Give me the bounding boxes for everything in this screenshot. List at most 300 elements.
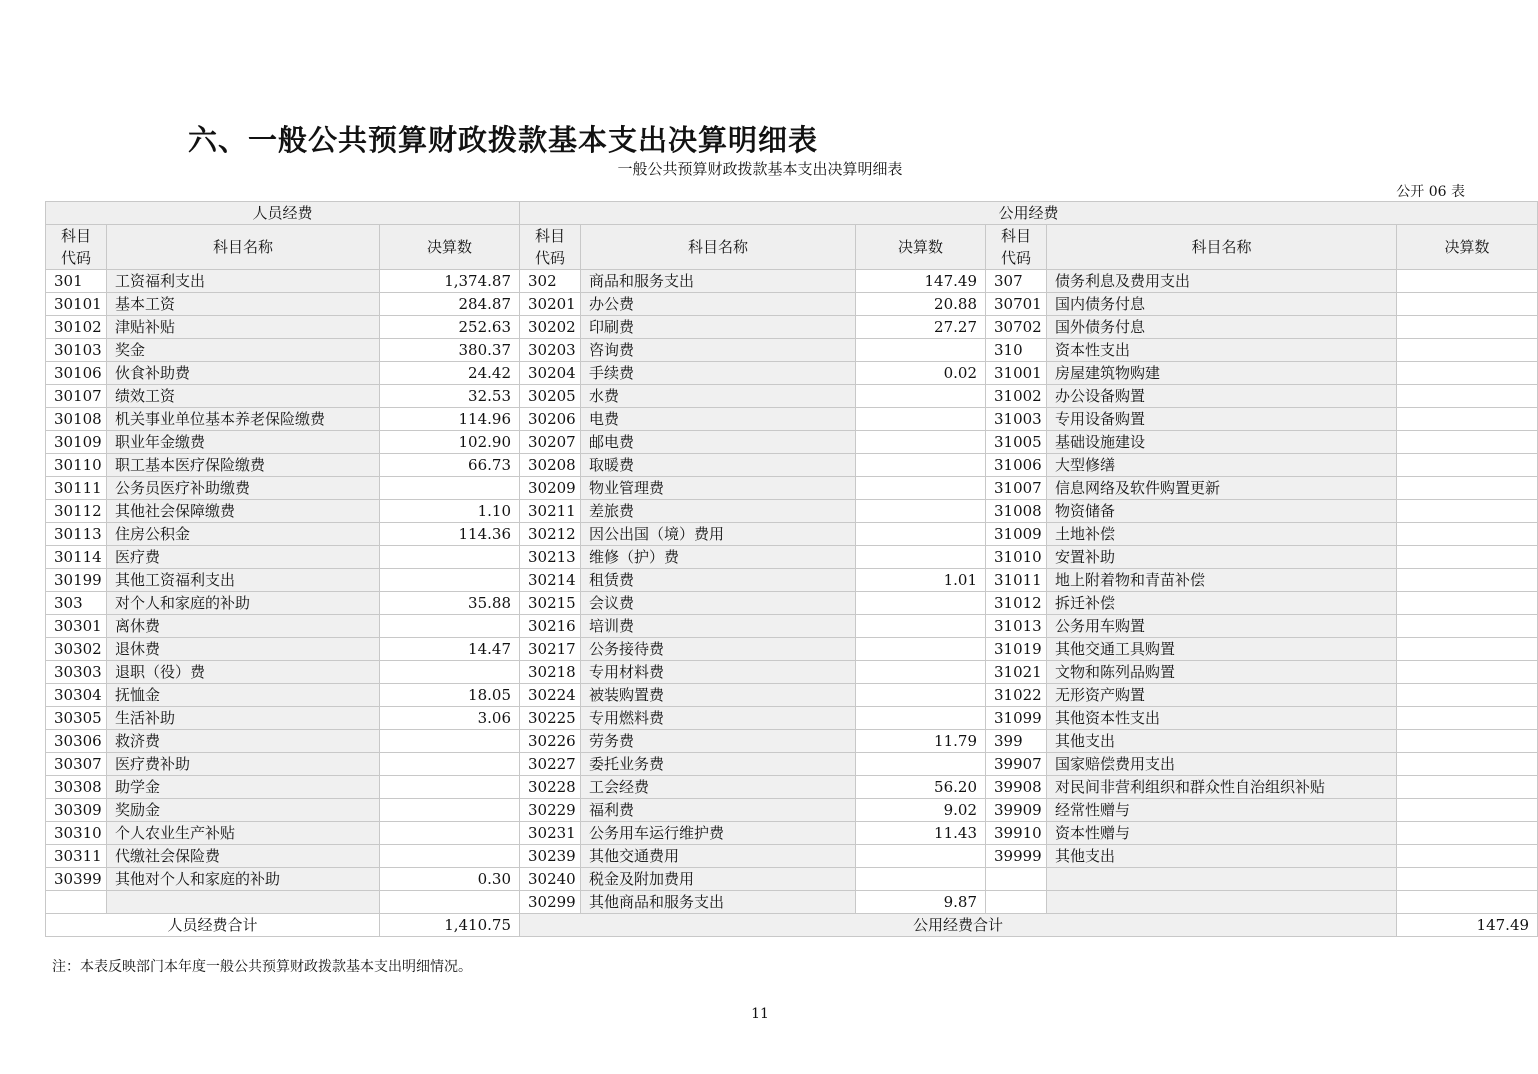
cell-amount: [380, 569, 520, 592]
cell-code: 30228: [520, 776, 581, 799]
cell-name: 国外债务付息: [1047, 316, 1397, 339]
cell-name: 专用燃料费: [581, 707, 856, 730]
cell-amount: 14.47: [380, 638, 520, 661]
cell-name: 文物和陈列品购置: [1047, 661, 1397, 684]
page-number: 11: [751, 1006, 769, 1022]
cell-name: 助学金: [107, 776, 380, 799]
cell-code: 30226: [520, 730, 581, 753]
cell-amount: [1397, 822, 1538, 845]
cell-code: [986, 868, 1047, 891]
table-row: [46, 500, 1538, 523]
cell-amount: [856, 707, 986, 730]
cell-code: 30229: [520, 799, 581, 822]
cell-name: 国家赔偿费用支出: [1047, 753, 1397, 776]
cell-name: [1047, 891, 1397, 914]
cell-name: 债务利息及费用支出: [1047, 270, 1397, 293]
cell-name: 租赁费: [581, 569, 856, 592]
cell-code: 31010: [986, 546, 1047, 569]
cell-name: 住房公积金: [107, 523, 380, 546]
cell-amount: [1397, 569, 1538, 592]
cell-name: 电费: [581, 408, 856, 431]
cell-code: 30217: [520, 638, 581, 661]
table-row: [46, 891, 1538, 914]
cell-amount: 147.49: [856, 270, 986, 293]
cell-code: 31021: [986, 661, 1047, 684]
cell-amount: [1397, 293, 1538, 316]
cell-name: 大型修缮: [1047, 454, 1397, 477]
page-title: 六、一般公共预算财政拨款基本支出决算明细表: [188, 123, 819, 157]
table-row: [46, 822, 1538, 845]
cell-code: 30199: [46, 569, 107, 592]
cell-name: 税金及附加费用: [581, 868, 856, 891]
cell-amount: [1397, 408, 1538, 431]
cell-name: 公务用车购置: [1047, 615, 1397, 638]
cell-code: 30206: [520, 408, 581, 431]
cell-amount: [1397, 385, 1538, 408]
cell-code: 30299: [520, 891, 581, 914]
cell-amount: [856, 546, 986, 569]
cell-name: 抚恤金: [107, 684, 380, 707]
cell-name: 其他对个人和家庭的补助: [107, 868, 380, 891]
personnel-total-value: 1,410.75: [380, 914, 520, 937]
cell-name: 其他交通工具购置: [1047, 638, 1397, 661]
cell-amount: [1397, 661, 1538, 684]
public-total-value: 147.49: [1397, 914, 1538, 937]
cell-name: 委托业务费: [581, 753, 856, 776]
personnel-total-label: 人员经费合计: [46, 914, 380, 937]
cell-amount: [380, 799, 520, 822]
group-header-row: [46, 202, 1538, 225]
cell-name: 经常性赠与: [1047, 799, 1397, 822]
cell-code: 30112: [46, 500, 107, 523]
cell-name: 职业年金缴费: [107, 431, 380, 454]
cell-amount: [380, 753, 520, 776]
table-row: [46, 339, 1538, 362]
cell-name: 公务用车运行维护费: [581, 822, 856, 845]
cell-amount: 0.02: [856, 362, 986, 385]
cell-amount: [1397, 730, 1538, 753]
cell-name: 奖金: [107, 339, 380, 362]
cell-name: 信息网络及软件购置更新: [1047, 477, 1397, 500]
cell-code: 302: [520, 270, 581, 293]
table-row: [46, 592, 1538, 615]
table-row: [46, 799, 1538, 822]
cell-code: 39908: [986, 776, 1047, 799]
cell-amount: [380, 845, 520, 868]
cell-name: 劳务费: [581, 730, 856, 753]
cell-code: 30205: [520, 385, 581, 408]
cell-code: 30310: [46, 822, 107, 845]
table-row: [46, 362, 1538, 385]
cell-amount: [1397, 500, 1538, 523]
cell-amount: 9.87: [856, 891, 986, 914]
col-code-header: 科目 代码: [986, 225, 1047, 270]
cell-code: 39910: [986, 822, 1047, 845]
cell-name: 救济费: [107, 730, 380, 753]
cell-code: 30106: [46, 362, 107, 385]
cell-name: 印刷费: [581, 316, 856, 339]
cell-amount: 66.73: [380, 454, 520, 477]
table-row: [46, 293, 1538, 316]
cell-name: 会议费: [581, 592, 856, 615]
cell-amount: [856, 615, 986, 638]
cell-code: 30216: [520, 615, 581, 638]
col-amount-header: 决算数: [1397, 225, 1538, 270]
cell-amount: 9.02: [856, 799, 986, 822]
cell-name: 其他社会保障缴费: [107, 500, 380, 523]
cell-amount: [856, 661, 986, 684]
cell-code: 30306: [46, 730, 107, 753]
cell-name: 工资福利支出: [107, 270, 380, 293]
table-row: [46, 477, 1538, 500]
cell-code: 30102: [46, 316, 107, 339]
cell-name: 津贴补贴: [107, 316, 380, 339]
cell-code: 31008: [986, 500, 1047, 523]
cell-name: 取暖费: [581, 454, 856, 477]
cell-amount: [1397, 592, 1538, 615]
cell-amount: 35.88: [380, 592, 520, 615]
cell-name: 商品和服务支出: [581, 270, 856, 293]
cell-amount: [1397, 638, 1538, 661]
cell-code: 30109: [46, 431, 107, 454]
cell-code: 30303: [46, 661, 107, 684]
cell-amount: [856, 845, 986, 868]
cell-amount: [856, 408, 986, 431]
cell-name: 资本性支出: [1047, 339, 1397, 362]
cell-code: 31012: [986, 592, 1047, 615]
cell-name: 咨询费: [581, 339, 856, 362]
cell-code: 30107: [46, 385, 107, 408]
cell-name: 工会经费: [581, 776, 856, 799]
cell-amount: [1397, 454, 1538, 477]
cell-code: 31001: [986, 362, 1047, 385]
public-total-label: 公用经费合计: [520, 914, 1397, 937]
cell-name: 医疗费补助: [107, 753, 380, 776]
cell-name: 培训费: [581, 615, 856, 638]
cell-code: 30209: [520, 477, 581, 500]
cell-code: 31099: [986, 707, 1047, 730]
cell-name: 奖励金: [107, 799, 380, 822]
table-row: [46, 661, 1538, 684]
cell-code: 30311: [46, 845, 107, 868]
cell-name: 公务员医疗补助缴费: [107, 477, 380, 500]
cell-code: 30110: [46, 454, 107, 477]
table-number: 公开 06 表: [1396, 184, 1465, 200]
cell-amount: [856, 592, 986, 615]
cell-code: 30309: [46, 799, 107, 822]
table-row: [46, 707, 1538, 730]
cell-code: 301: [46, 270, 107, 293]
cell-code: 30301: [46, 615, 107, 638]
cell-code: [986, 891, 1047, 914]
cell-code: 31003: [986, 408, 1047, 431]
cell-code: 31006: [986, 454, 1047, 477]
cell-code: 30240: [520, 868, 581, 891]
table-row: [46, 270, 1538, 293]
cell-code: 30304: [46, 684, 107, 707]
cell-name: 其他支出: [1047, 730, 1397, 753]
cell-name: 安置补助: [1047, 546, 1397, 569]
cell-code: 30218: [520, 661, 581, 684]
cell-code: 30702: [986, 316, 1047, 339]
cell-name: 手续费: [581, 362, 856, 385]
cell-code: 30203: [520, 339, 581, 362]
cell-code: 30111: [46, 477, 107, 500]
cell-code: 30103: [46, 339, 107, 362]
cell-amount: [1397, 431, 1538, 454]
cell-code: 30213: [520, 546, 581, 569]
cell-name: 维修（护）费: [581, 546, 856, 569]
cell-amount: [856, 868, 986, 891]
cell-code: 39999: [986, 845, 1047, 868]
cell-name: 伙食补助费: [107, 362, 380, 385]
cell-name: 个人农业生产补贴: [107, 822, 380, 845]
cell-name: 退职（役）费: [107, 661, 380, 684]
cell-amount: 20.88: [856, 293, 986, 316]
cell-amount: [1397, 362, 1538, 385]
cell-amount: 1.10: [380, 500, 520, 523]
table-row: [46, 684, 1538, 707]
cell-amount: 24.42: [380, 362, 520, 385]
cell-code: 30108: [46, 408, 107, 431]
table-row: [46, 546, 1538, 569]
cell-amount: [856, 477, 986, 500]
table-row: [46, 753, 1538, 776]
cell-name: 其他交通费用: [581, 845, 856, 868]
cell-name: 因公出国（境）费用: [581, 523, 856, 546]
cell-code: 30208: [520, 454, 581, 477]
footnote: 注：本表反映部门本年度一般公共预算财政拨款基本支出明细情况。: [52, 959, 472, 975]
cell-amount: [380, 822, 520, 845]
cell-name: 办公设备购置: [1047, 385, 1397, 408]
cell-amount: 27.27: [856, 316, 986, 339]
cell-code: 30114: [46, 546, 107, 569]
cell-name: 土地补偿: [1047, 523, 1397, 546]
cell-code: 30204: [520, 362, 581, 385]
cell-name: 机关事业单位基本养老保险缴费: [107, 408, 380, 431]
cell-name: 基本工资: [107, 293, 380, 316]
cell-name: 拆迁补偿: [1047, 592, 1397, 615]
cell-code: 30101: [46, 293, 107, 316]
cell-name: [107, 891, 380, 914]
cell-code: 31022: [986, 684, 1047, 707]
cell-name: 水费: [581, 385, 856, 408]
col-amount-header: 决算数: [856, 225, 986, 270]
cell-amount: [380, 891, 520, 914]
cell-name: 其他支出: [1047, 845, 1397, 868]
col-name-header: 科目名称: [107, 225, 380, 270]
cell-amount: [856, 638, 986, 661]
cell-amount: [1397, 339, 1538, 362]
cell-amount: [1397, 316, 1538, 339]
cell-code: 31011: [986, 569, 1047, 592]
cell-code: 30201: [520, 293, 581, 316]
cell-code: 30701: [986, 293, 1047, 316]
column-header-row: [46, 225, 1538, 270]
cell-amount: [1397, 753, 1538, 776]
cell-name: 物资储备: [1047, 500, 1397, 523]
cell-name: 其他资本性支出: [1047, 707, 1397, 730]
cell-code: 30399: [46, 868, 107, 891]
cell-name: 邮电费: [581, 431, 856, 454]
cell-name: 医疗费: [107, 546, 380, 569]
col-name-header: 科目名称: [1047, 225, 1397, 270]
cell-amount: 0.30: [380, 868, 520, 891]
totals-row: [46, 914, 1538, 937]
cell-name: 基础设施建设: [1047, 431, 1397, 454]
cell-amount: 56.20: [856, 776, 986, 799]
col-amount-header: 决算数: [380, 225, 520, 270]
cell-amount: 11.79: [856, 730, 986, 753]
cell-code: 30305: [46, 707, 107, 730]
cell-code: 30231: [520, 822, 581, 845]
cell-code: 30302: [46, 638, 107, 661]
cell-name: 地上附着物和青苗补偿: [1047, 569, 1397, 592]
cell-name: 公务接待费: [581, 638, 856, 661]
cell-amount: [856, 523, 986, 546]
cell-amount: 1.01: [856, 569, 986, 592]
cell-amount: [1397, 270, 1538, 293]
cell-name: 差旅费: [581, 500, 856, 523]
group-personnel: 人员经费: [46, 202, 520, 225]
cell-amount: [1397, 776, 1538, 799]
cell-amount: 32.53: [380, 385, 520, 408]
table-row: [46, 776, 1538, 799]
table-body: [46, 202, 1538, 937]
cell-name: 代缴社会保险费: [107, 845, 380, 868]
cell-amount: 114.36: [380, 523, 520, 546]
cell-code: 31007: [986, 477, 1047, 500]
cell-amount: [380, 546, 520, 569]
cell-amount: [380, 776, 520, 799]
table-row: [46, 431, 1538, 454]
cell-code: 30214: [520, 569, 581, 592]
cell-code: 31005: [986, 431, 1047, 454]
cell-name: 对个人和家庭的补助: [107, 592, 380, 615]
table-row: [46, 569, 1538, 592]
cell-name: 职工基本医疗保险缴费: [107, 454, 380, 477]
cell-name: 物业管理费: [581, 477, 856, 500]
cell-code: 39907: [986, 753, 1047, 776]
cell-name: 无形资产购置: [1047, 684, 1397, 707]
cell-amount: [1397, 845, 1538, 868]
cell-amount: 284.87: [380, 293, 520, 316]
cell-code: 30207: [520, 431, 581, 454]
cell-amount: [380, 615, 520, 638]
cell-amount: 102.90: [380, 431, 520, 454]
cell-amount: [1397, 546, 1538, 569]
cell-amount: [1397, 615, 1538, 638]
cell-amount: [1397, 868, 1538, 891]
cell-amount: 114.96: [380, 408, 520, 431]
cell-amount: [380, 730, 520, 753]
cell-name: 资本性赠与: [1047, 822, 1397, 845]
table-row: [46, 523, 1538, 546]
cell-code: 30227: [520, 753, 581, 776]
cell-amount: [1397, 891, 1538, 914]
table-row: [46, 845, 1538, 868]
cell-code: [46, 891, 107, 914]
cell-name: 对民间非营利组织和群众性自治组织补贴: [1047, 776, 1397, 799]
table-row: [46, 638, 1538, 661]
cell-name: 福利费: [581, 799, 856, 822]
cell-code: 30307: [46, 753, 107, 776]
cell-code: 310: [986, 339, 1047, 362]
col-code-header: 科目 代码: [520, 225, 581, 270]
cell-name: 离休费: [107, 615, 380, 638]
cell-amount: [856, 684, 986, 707]
col-code-header: 科目 代码: [46, 225, 107, 270]
cell-amount: 3.06: [380, 707, 520, 730]
cell-name: 专用设备购置: [1047, 408, 1397, 431]
cell-code: 30239: [520, 845, 581, 868]
cell-name: 办公费: [581, 293, 856, 316]
cell-code: 399: [986, 730, 1047, 753]
cell-code: 30224: [520, 684, 581, 707]
cell-code: 39909: [986, 799, 1047, 822]
col-name-header: 科目名称: [581, 225, 856, 270]
cell-code: 30211: [520, 500, 581, 523]
group-public: 公用经费: [520, 202, 1538, 225]
cell-amount: [856, 339, 986, 362]
cell-code: 303: [46, 592, 107, 615]
cell-code: 30212: [520, 523, 581, 546]
cell-amount: 380.37: [380, 339, 520, 362]
cell-name: 国内债务付息: [1047, 293, 1397, 316]
cell-amount: [856, 385, 986, 408]
cell-amount: [856, 454, 986, 477]
cell-code: 307: [986, 270, 1047, 293]
cell-code: 30308: [46, 776, 107, 799]
cell-amount: [1397, 684, 1538, 707]
cell-amount: [1397, 707, 1538, 730]
cell-code: 30225: [520, 707, 581, 730]
cell-amount: 252.63: [380, 316, 520, 339]
cell-name: 其他工资福利支出: [107, 569, 380, 592]
cell-amount: [1397, 799, 1538, 822]
cell-amount: [380, 477, 520, 500]
cell-amount: [1397, 523, 1538, 546]
cell-code: 30202: [520, 316, 581, 339]
table-row: [46, 615, 1538, 638]
table-row: [46, 385, 1538, 408]
cell-amount: 18.05: [380, 684, 520, 707]
cell-amount: [1397, 477, 1538, 500]
cell-name: 绩效工资: [107, 385, 380, 408]
cell-code: 30113: [46, 523, 107, 546]
cell-code: 31009: [986, 523, 1047, 546]
table-row: [46, 408, 1538, 431]
cell-name: [1047, 868, 1397, 891]
cell-amount: [856, 500, 986, 523]
cell-name: 退休费: [107, 638, 380, 661]
cell-name: 生活补助: [107, 707, 380, 730]
table-row: [46, 316, 1538, 339]
table-row: [46, 454, 1538, 477]
cell-amount: 11.43: [856, 822, 986, 845]
table-subtitle: 一般公共预算财政拨款基本支出决算明细表: [617, 160, 903, 178]
cell-amount: [856, 753, 986, 776]
cell-name: 其他商品和服务支出: [581, 891, 856, 914]
expenditure-detail-table: [45, 201, 1538, 937]
table-row: [46, 730, 1538, 753]
cell-amount: [856, 431, 986, 454]
cell-name: 房屋建筑物购建: [1047, 362, 1397, 385]
cell-name: 被装购置费: [581, 684, 856, 707]
cell-code: 30215: [520, 592, 581, 615]
cell-code: 31002: [986, 385, 1047, 408]
cell-amount: 1,374.87: [380, 270, 520, 293]
